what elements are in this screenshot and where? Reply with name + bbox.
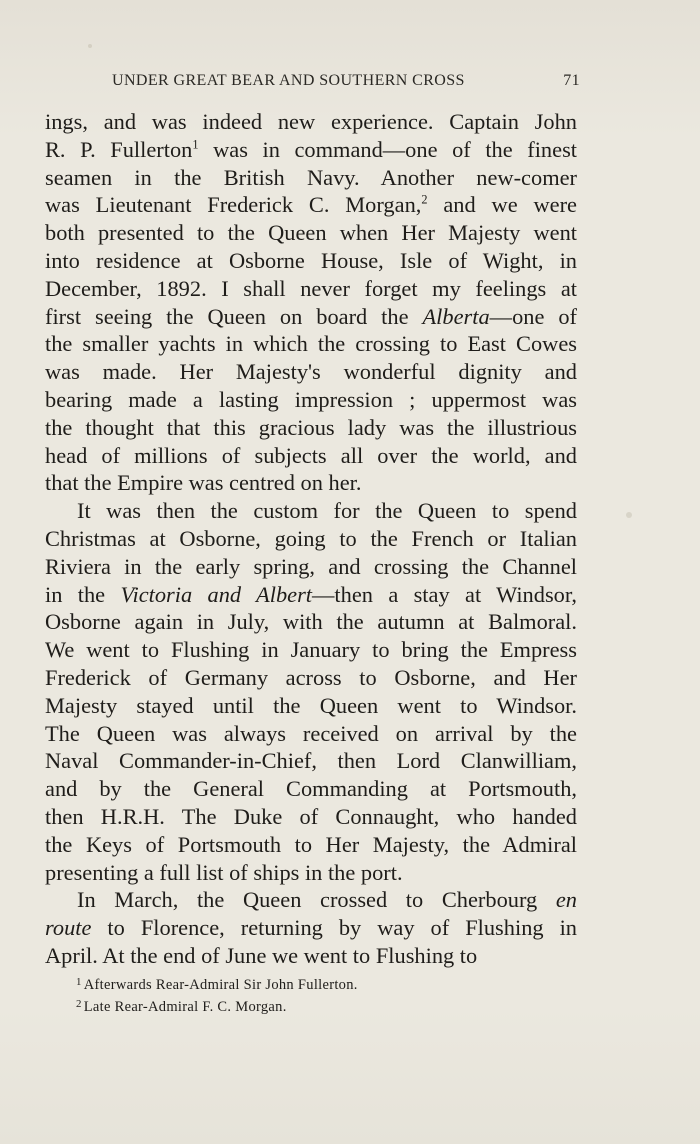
- text-run: Osborne again in July, with the autumn at Balmoral.: [45, 609, 577, 635]
- text-run: seamen in the British Navy. Another new-comer: [45, 164, 577, 190]
- footnotes: [76, 973, 576, 1017]
- text-line: [45, 664, 577, 692]
- text-run: —one of: [489, 303, 578, 329]
- text-line: [45, 275, 577, 303]
- text-line: [45, 330, 577, 358]
- text-line: [45, 247, 577, 275]
- footnote-text: Late Rear-Admiral F. C. Morgan.: [83, 998, 287, 1015]
- page-header: [112, 72, 580, 96]
- text-run: the smaller yachts in which the crossing to East Cowes: [45, 331, 577, 357]
- text-run: April. At the end of June we went to Flushing to: [45, 942, 478, 968]
- italic-text: Victoria and Albert: [120, 581, 313, 607]
- text-run: bearing made a lasting impression ; uppermost was: [45, 386, 577, 412]
- paper-speck: [626, 512, 632, 518]
- text-line: [45, 191, 577, 219]
- text-line: [45, 886, 577, 914]
- text-line: [45, 469, 577, 497]
- text-run: and we were: [427, 192, 577, 218]
- text-run: into residence at Osborne House, Isle of Wight, in: [45, 247, 577, 273]
- italic-text: route: [45, 915, 92, 941]
- text-run: that the Empire was centred on her.: [45, 470, 362, 496]
- text-run: It was then the custom for the Queen to spend: [77, 498, 577, 524]
- text-run: presenting a full list of ships in the port.: [45, 859, 403, 885]
- text-run: the Keys of Portsmouth to Her Majesty, the Admiral: [45, 831, 577, 857]
- text-run: to Florence, returning by way of Flushing in: [91, 915, 577, 941]
- text-line: [45, 442, 577, 470]
- text-run: Frederick of Germany across to Osborne, and Her: [45, 664, 577, 690]
- text-run: then H.R.H. The Duke of Connaught, who handed: [45, 803, 577, 829]
- text-run: R. P. Fullerton: [45, 136, 193, 162]
- text-run: Majesty stayed until the Queen went to Windsor.: [45, 692, 577, 718]
- text-run: first seeing the Queen on board the: [45, 303, 423, 329]
- italic-text: Alberta: [422, 303, 490, 329]
- text-run: and by the General Commanding at Portsmouth,: [45, 776, 577, 802]
- text-line: [45, 747, 577, 775]
- text-line: [45, 859, 577, 887]
- text-line: [45, 720, 577, 748]
- footnote-mark: 1: [76, 976, 82, 988]
- footnote-mark: 2: [76, 997, 82, 1010]
- footnote-ref: 2: [421, 192, 428, 207]
- text-line: [45, 219, 577, 247]
- text-line: [45, 497, 577, 525]
- text-line: [45, 636, 577, 664]
- text-line: [45, 164, 577, 192]
- text-line: [45, 803, 577, 831]
- italic-text: en: [555, 887, 577, 913]
- text-run: was Lieutenant Frederick C. Morgan,: [45, 192, 422, 218]
- text-line: [45, 581, 577, 609]
- footnote: [76, 973, 576, 995]
- text-line: [45, 553, 577, 581]
- text-line: [45, 358, 577, 386]
- text-run: In March, the Queen crossed to Cherbourg: [77, 887, 556, 913]
- text-line: [45, 692, 577, 720]
- text-line: [45, 914, 577, 942]
- text-run: both presented to the Queen when Her Majesty went: [45, 220, 577, 246]
- text-line: [45, 775, 577, 803]
- page-number: 71: [563, 72, 580, 89]
- text-run: Christmas at Osborne, going to the French or Italian: [45, 525, 577, 551]
- footnote: [76, 995, 576, 1017]
- text-run: head of millions of subjects all over the world, and: [45, 442, 577, 468]
- text-line: [45, 942, 577, 970]
- text-run: Naval Commander-in-Chief, then Lord Clanwilliam,: [45, 748, 577, 774]
- text-line: [45, 108, 577, 136]
- text-line: [45, 831, 577, 859]
- text-run: —then a stay at Windsor,: [312, 581, 578, 607]
- footnote-text: Afterwards Rear-Admiral Sir John Fullerton.: [83, 976, 358, 993]
- text-run: was made. Her Majesty's wonderful dignity and: [45, 359, 577, 385]
- text-run: ings, and was indeed new experience. Captain John: [45, 109, 577, 134]
- footnote-ref: 1: [192, 137, 199, 152]
- running-title: UNDER GREAT BEAR AND SOUTHERN CROSS: [112, 72, 465, 89]
- text-run: in the: [45, 581, 121, 607]
- text-line: [45, 386, 577, 414]
- text-run: was in command—one of the finest: [198, 136, 577, 162]
- body-text: [45, 108, 577, 970]
- text-run: December, 1892. I shall never forget my feelings at: [45, 275, 577, 301]
- text-run: the thought that this gracious lady was the illustrious: [45, 414, 577, 440]
- text-line: [45, 414, 577, 442]
- text-run: Riviera in the early spring, and crossing the Channel: [45, 553, 577, 579]
- text-line: [45, 303, 577, 331]
- text-line: [45, 525, 577, 553]
- text-line: [45, 608, 577, 636]
- text-line: [45, 136, 577, 164]
- text-run: The Queen was always received on arrival by the: [45, 720, 577, 746]
- text-run: We went to Flushing in January to bring the Empress: [45, 637, 577, 663]
- paper-speck: [88, 44, 92, 48]
